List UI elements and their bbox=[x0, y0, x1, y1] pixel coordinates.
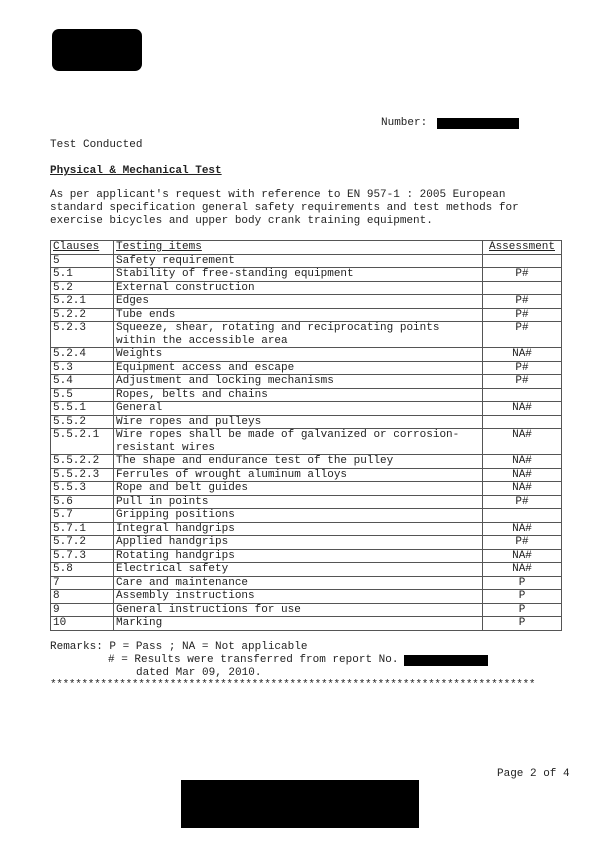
redacted-source-report-number bbox=[404, 655, 488, 666]
assessment-cell: P bbox=[483, 603, 562, 617]
table-row bbox=[51, 509, 562, 523]
number-label: Number: bbox=[381, 117, 428, 129]
assessment-cell: NA# bbox=[483, 402, 562, 416]
testing-item-cell: Electrical safety bbox=[114, 563, 483, 577]
table-row bbox=[51, 308, 562, 322]
clause-cell: 5.5.2.3 bbox=[51, 468, 114, 482]
clause-cell: 5 bbox=[51, 254, 114, 268]
table-row bbox=[51, 549, 562, 563]
table-row bbox=[51, 281, 562, 295]
clauses-table bbox=[50, 240, 562, 631]
testing-item-cell: General instructions for use bbox=[114, 603, 483, 617]
clause-cell: 9 bbox=[51, 603, 114, 617]
table-row bbox=[51, 576, 562, 590]
table-row bbox=[51, 482, 562, 496]
table-row bbox=[51, 388, 562, 402]
table-row bbox=[51, 536, 562, 550]
clause-cell: 7 bbox=[51, 576, 114, 590]
assessment-cell bbox=[483, 415, 562, 429]
testing-item-cell: Safety requirement bbox=[114, 254, 483, 268]
testing-item-cell: Adjustment and locking mechanisms bbox=[114, 375, 483, 389]
clause-cell: 5.2.3 bbox=[51, 322, 114, 348]
clause-cell: 5.5.3 bbox=[51, 482, 114, 496]
header-testing-items: Testing items bbox=[114, 241, 483, 255]
redacted-logo bbox=[52, 29, 142, 71]
assessment-cell: NA# bbox=[483, 482, 562, 496]
testing-item-cell: Marking bbox=[114, 617, 483, 631]
remarks-line-2 bbox=[50, 654, 488, 667]
testing-item-cell: The shape and endurance test of the pulley bbox=[114, 455, 483, 469]
test-conducted-heading: Test Conducted bbox=[50, 139, 143, 151]
table-row bbox=[51, 495, 562, 509]
testing-item-cell: Tube ends bbox=[114, 308, 483, 322]
assessment-cell: P# bbox=[483, 268, 562, 282]
testing-item-cell: Equipment access and escape bbox=[114, 361, 483, 375]
assessment-cell bbox=[483, 254, 562, 268]
testing-item-cell: Gripping positions bbox=[114, 509, 483, 523]
testing-item-cell: General bbox=[114, 402, 483, 416]
testing-item-cell: Pull in points bbox=[114, 495, 483, 509]
header-clauses: Clauses bbox=[51, 241, 114, 255]
clause-cell: 5.8 bbox=[51, 563, 114, 577]
testing-item-cell: Squeeze, shear, rotating and reciprocating points within the accessible area bbox=[114, 322, 483, 348]
clause-cell: 10 bbox=[51, 617, 114, 631]
clause-cell: 5.3 bbox=[51, 361, 114, 375]
clause-cell: 5.4 bbox=[51, 375, 114, 389]
remarks-line-2-text: # = Results were transferred from report No. bbox=[108, 654, 399, 666]
assessment-cell: NA# bbox=[483, 549, 562, 563]
testing-item-cell: Stability of free-standing equipment bbox=[114, 268, 483, 282]
redacted-footer bbox=[181, 780, 419, 828]
testing-item-cell: Applied handgrips bbox=[114, 536, 483, 550]
testing-item-cell: Ferrules of wrought aluminum alloys bbox=[114, 468, 483, 482]
clause-cell: 5.6 bbox=[51, 495, 114, 509]
remarks bbox=[50, 641, 488, 680]
assessment-cell: P bbox=[483, 617, 562, 631]
assessment-cell: P bbox=[483, 590, 562, 604]
table-row bbox=[51, 295, 562, 309]
clause-cell: 5.5.1 bbox=[51, 402, 114, 416]
table-body bbox=[51, 254, 562, 630]
testing-item-cell: Assembly instructions bbox=[114, 590, 483, 604]
assessment-cell bbox=[483, 281, 562, 295]
table-row bbox=[51, 254, 562, 268]
table-row bbox=[51, 468, 562, 482]
redacted-report-number bbox=[437, 118, 519, 129]
clause-cell: 5.5.2.2 bbox=[51, 455, 114, 469]
testing-item-cell: Ropes, belts and chains bbox=[114, 388, 483, 402]
table-row bbox=[51, 522, 562, 536]
table-row bbox=[51, 415, 562, 429]
table-row bbox=[51, 603, 562, 617]
assessment-cell: NA# bbox=[483, 522, 562, 536]
assessment-cell: P# bbox=[483, 361, 562, 375]
clause-cell: 5.2.4 bbox=[51, 348, 114, 362]
header-assessment: Assessment bbox=[483, 241, 562, 255]
report-number-row bbox=[381, 117, 519, 129]
testing-item-cell: Care and maintenance bbox=[114, 576, 483, 590]
clause-cell: 5.7 bbox=[51, 509, 114, 523]
assessment-cell: NA# bbox=[483, 563, 562, 577]
clause-cell: 5.1 bbox=[51, 268, 114, 282]
assessment-cell: P# bbox=[483, 375, 562, 389]
testing-item-cell: Wire ropes and pulleys bbox=[114, 415, 483, 429]
table-row bbox=[51, 268, 562, 282]
testing-item-cell: Edges bbox=[114, 295, 483, 309]
testing-item-cell: Wire ropes shall be made of galvanized or corrosion- resistant wires bbox=[114, 429, 483, 455]
testing-item-cell: Rotating handgrips bbox=[114, 549, 483, 563]
table-row bbox=[51, 348, 562, 362]
assessment-cell: P# bbox=[483, 295, 562, 309]
clause-cell: 5.5.2 bbox=[51, 415, 114, 429]
table-row bbox=[51, 429, 562, 455]
clause-cell: 5.7.1 bbox=[51, 522, 114, 536]
table-row bbox=[51, 563, 562, 577]
section-title: Physical & Mechanical Test bbox=[50, 165, 222, 177]
assessment-cell: NA# bbox=[483, 348, 562, 362]
table-row bbox=[51, 375, 562, 389]
clause-cell: 5.2.2 bbox=[51, 308, 114, 322]
remarks-line-1: Remarks: P = Pass ; NA = Not applicable bbox=[50, 641, 308, 653]
assessment-cell bbox=[483, 388, 562, 402]
table-row bbox=[51, 361, 562, 375]
assessment-cell: P# bbox=[483, 322, 562, 348]
assessment-cell: P# bbox=[483, 308, 562, 322]
assessment-cell: P# bbox=[483, 495, 562, 509]
table-row bbox=[51, 590, 562, 604]
remarks-line-3: dated Mar 09, 2010. bbox=[136, 667, 262, 679]
clause-cell: 5.5.2.1 bbox=[51, 429, 114, 455]
clause-cell: 5.7.3 bbox=[51, 549, 114, 563]
assessment-cell bbox=[483, 509, 562, 523]
table-row bbox=[51, 617, 562, 631]
assessment-cell: NA# bbox=[483, 468, 562, 482]
clause-cell: 5.2.1 bbox=[51, 295, 114, 309]
page-number: Page 2 of 4 bbox=[497, 768, 570, 780]
testing-item-cell: Rope and belt guides bbox=[114, 482, 483, 496]
table-header-row bbox=[51, 241, 562, 255]
testing-item-cell: Weights bbox=[114, 348, 483, 362]
clause-cell: 5.2 bbox=[51, 281, 114, 295]
clause-cell: 8 bbox=[51, 590, 114, 604]
clause-cell: 5.7.2 bbox=[51, 536, 114, 550]
table-row bbox=[51, 402, 562, 416]
testing-item-cell: Integral handgrips bbox=[114, 522, 483, 536]
assessment-cell: P# bbox=[483, 536, 562, 550]
clause-cell: 5.5 bbox=[51, 388, 114, 402]
assessment-cell: NA# bbox=[483, 455, 562, 469]
assessment-cell: P bbox=[483, 576, 562, 590]
testing-item-cell: External construction bbox=[114, 281, 483, 295]
table-row bbox=[51, 455, 562, 469]
table-row bbox=[51, 322, 562, 348]
separator-line: ***************************************************************************** bbox=[50, 679, 536, 691]
assessment-cell: NA# bbox=[483, 429, 562, 455]
intro-paragraph: As per applicant's request with reference to EN 957-1 : 2005 European standard specification general safety requirements and test methods for exercise bicycles and upper body crank training equipment. bbox=[50, 189, 519, 227]
